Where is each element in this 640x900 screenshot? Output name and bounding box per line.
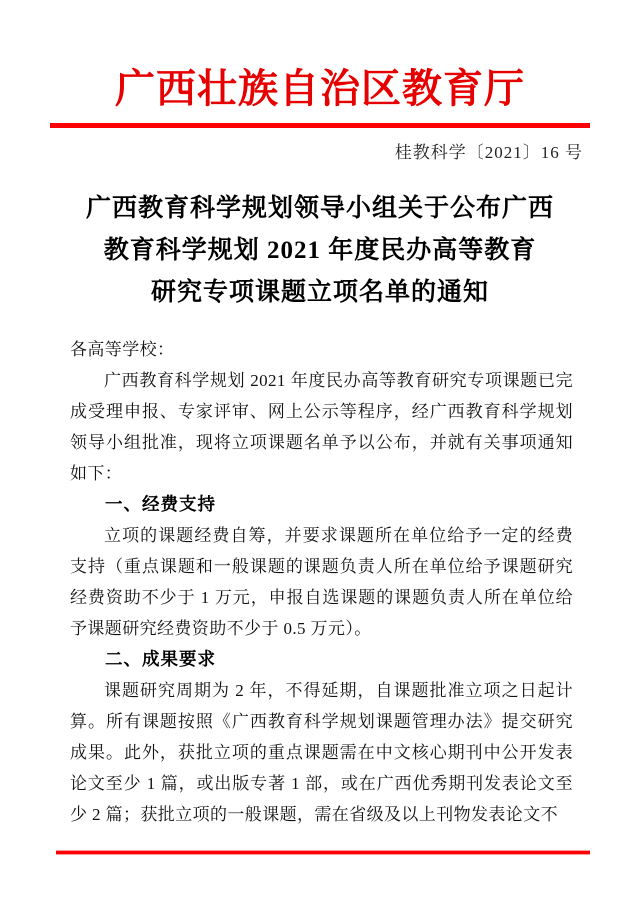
doc-number: 桂教科学〔2021〕16 号 xyxy=(394,143,583,162)
section-2-paragraph: 课题研究周期为 2 年，不得延期，自课题批准立项之日起计算。所有课题按照《广西教育科学规划课题管理办法》提交研究成果。此外，获批立项的重点课题需在中文核心期刊中公开发表论文至少 1 篇，或出版专著 1 部，或在广西优秀期刊发表论文至少 2 篇；获批立项的一般课题，需在省级及以上刊物发表论文不 xyxy=(70,681,573,824)
letterhead xyxy=(0,0,640,166)
document-title-line-1: 广西教育科学规划领导小组关于公布广西 xyxy=(85,195,554,222)
letterhead-double-rule xyxy=(50,123,590,128)
section-2-heading: 二、成果要求 xyxy=(105,649,216,669)
document-body xyxy=(0,334,640,830)
section-1-paragraph: 立项的课题经费自筹，并要求课题所在单位给予一定的经费支持（重点课题和一般课题的课题负责人所在单位给予课题研究经费资助不少于 1 万元，申报自选课题的课题负责人所在单位给予课题研究经费资助不少于 0.5 万元）。 xyxy=(70,526,573,638)
document-title xyxy=(0,188,640,314)
section-1-heading: 一、经费支持 xyxy=(105,494,216,514)
document-title-line-2: 教育科学规划 2021 年度民办高等教育 xyxy=(103,237,537,264)
document-title-line-3: 研究专项课题立项名单的通知 xyxy=(150,279,489,306)
salutation: 各高等学校： xyxy=(70,340,175,359)
intro-paragraph: 广西教育科学规划 2021 年度民办高等教育研究专项课题已完成受理申报、专家评审、网上公示等程序，经广西教育科学规划领导小组批准，现将立项课题名单予以公布，并就有关事项通知如下： xyxy=(70,371,573,483)
agency-name: 广西壮族自治区教育厅 xyxy=(115,66,525,111)
page-bottom-rule xyxy=(56,851,590,854)
